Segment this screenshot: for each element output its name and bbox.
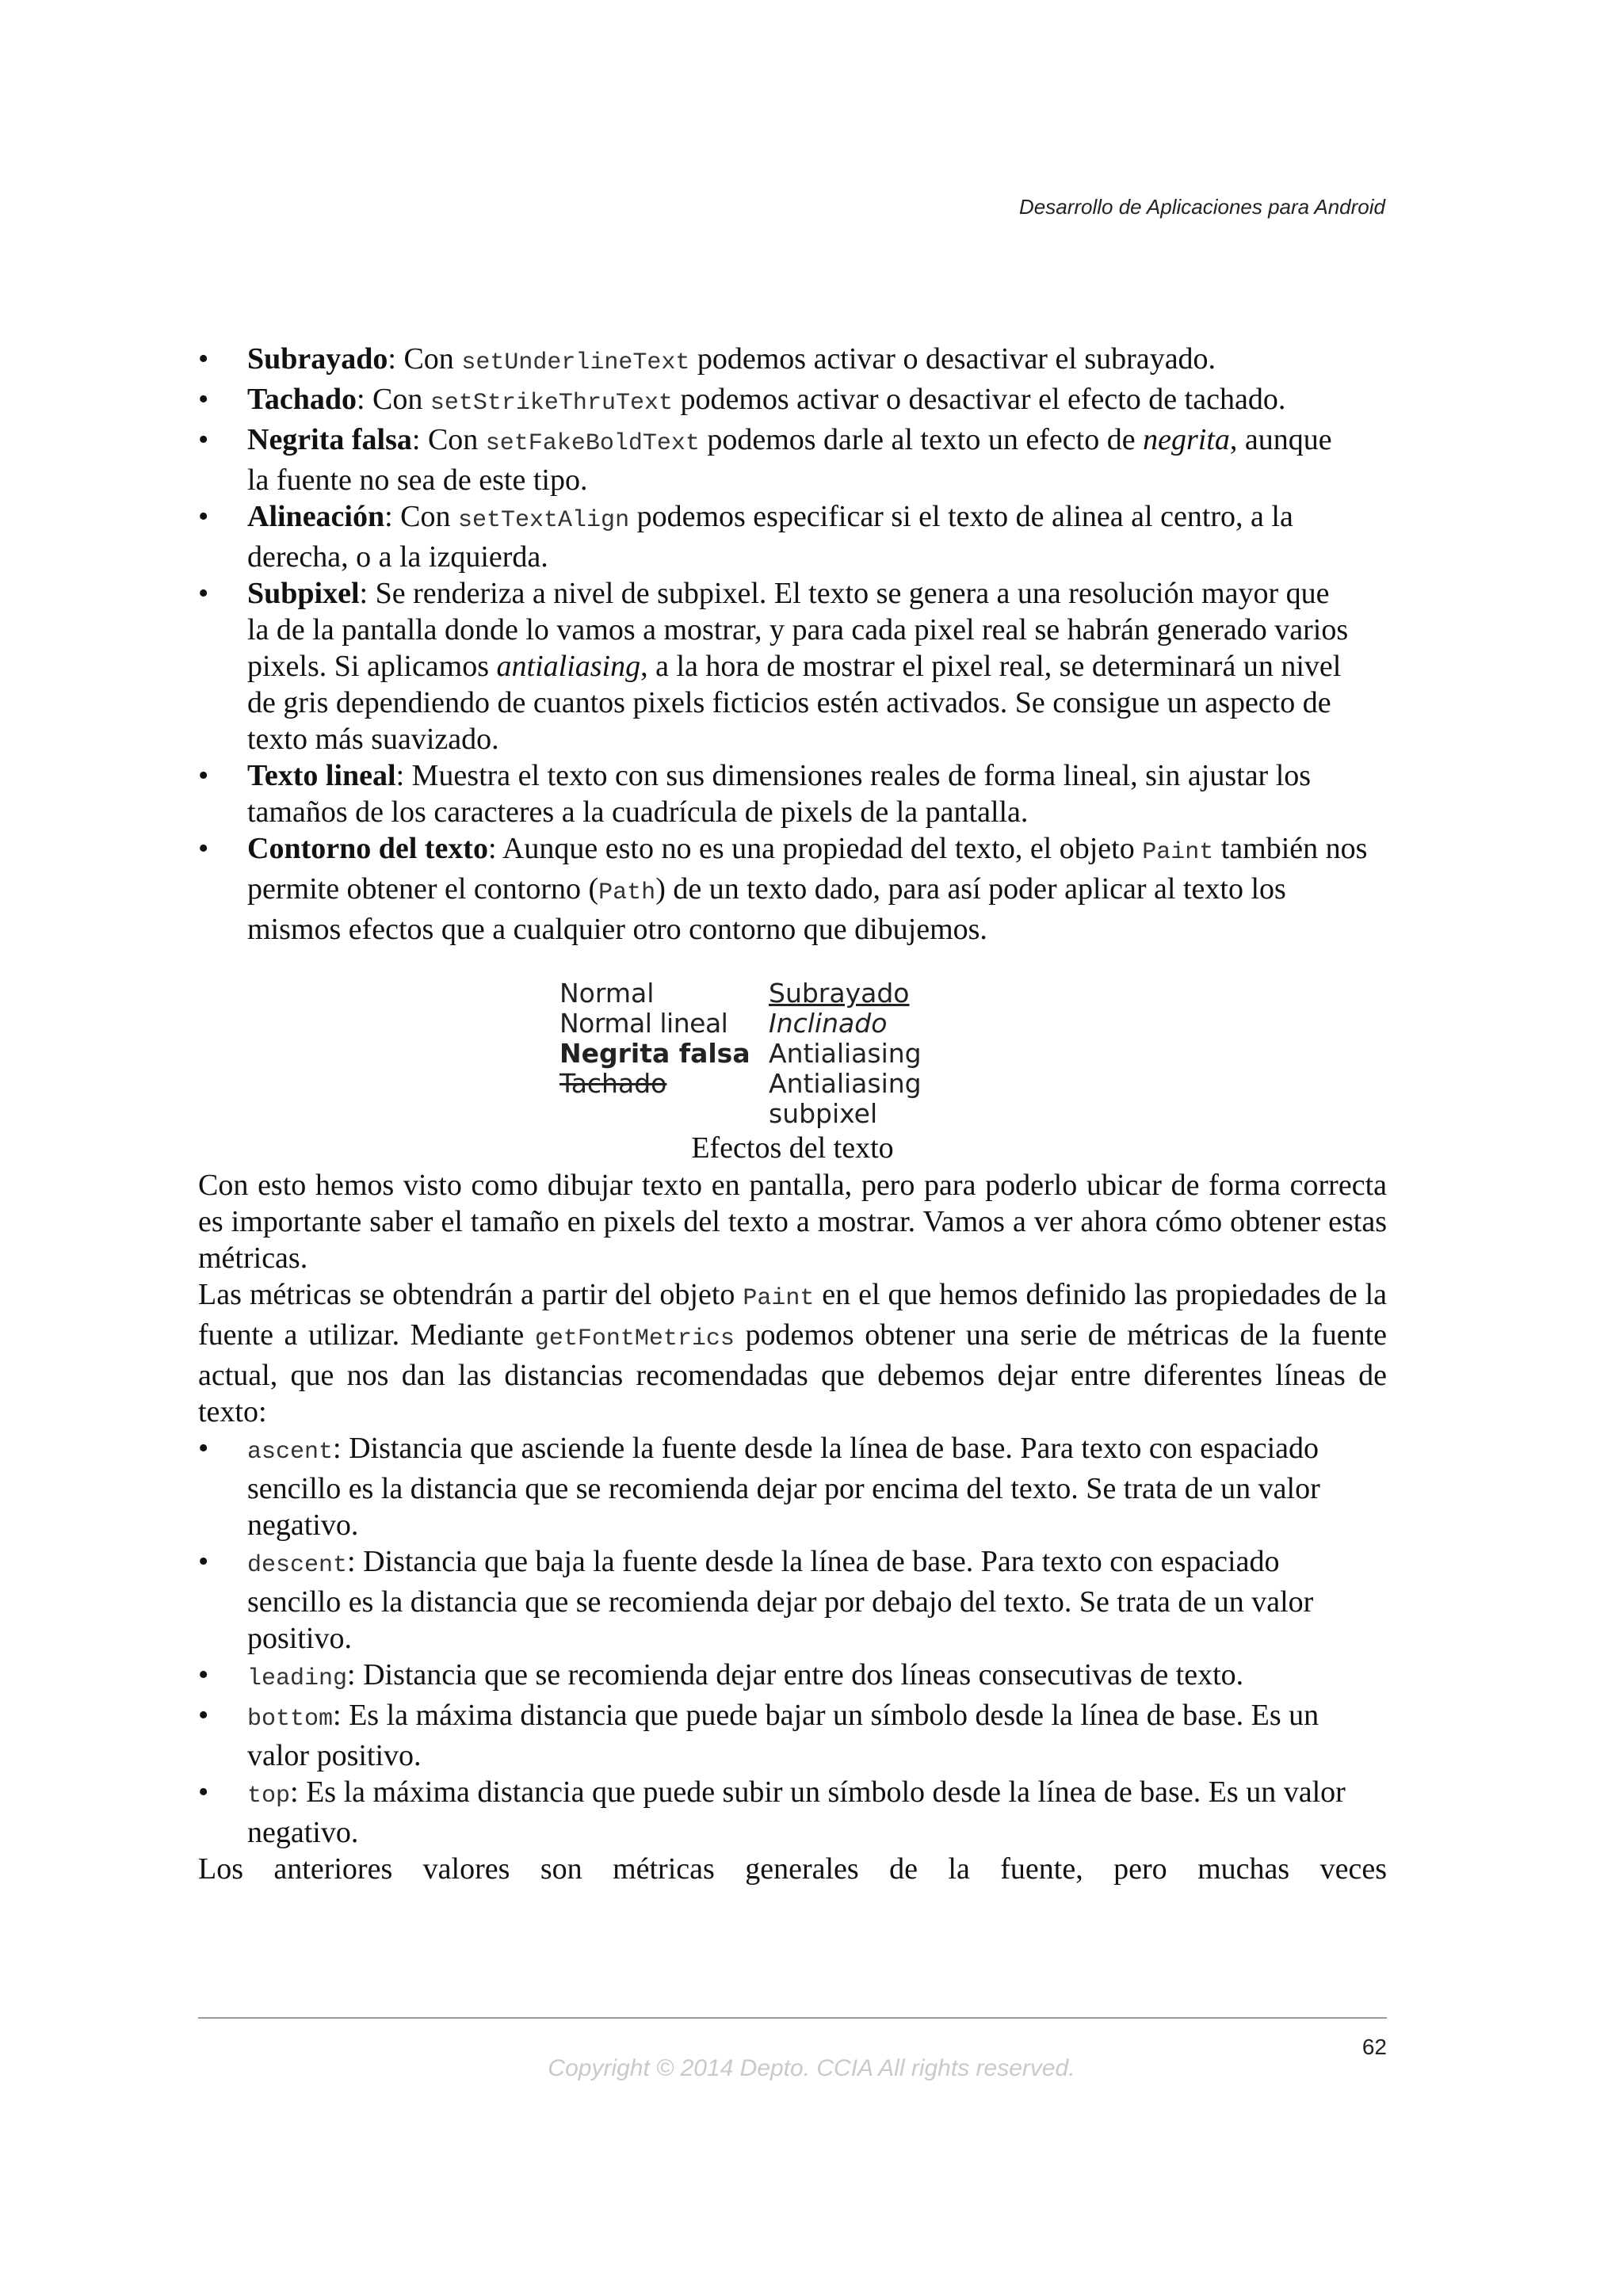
text-properties-list (198, 341, 1387, 948)
figure-text-effects (198, 974, 1387, 1167)
figure-caption: Efectos del texto (691, 1131, 894, 1165)
list-item-text: : Aunque esto no es una propiedad del texto, el objeto (487, 832, 1143, 865)
paragraph-intro-metrics: Con esto hemos visto como dibujar texto en pantalla, pero para poderlo ubicar de forma correcta es importante saber el tamaño en pixels del texto a mostrar. Vamos a ver ahora cómo obtener estas métricas. (198, 1169, 1387, 1275)
bullet-icon: • (198, 1658, 209, 1691)
list-item (198, 575, 1357, 757)
code-span: getFontMetrics (534, 1325, 735, 1352)
paragraph-text: en el que hemos definido las propiedades de la fuente a utilizar. Mediante (198, 1278, 1388, 1352)
code-span: setTextAlign (458, 507, 630, 534)
list-item-text: : Distancia que baja la fuente desde la línea de base. Para texto con espaciado sencillo es la distancia que se recomienda dejar por debajo del texto. Se trata de un valor positivo. (247, 1545, 1314, 1655)
list-item-text: : Muestra el texto con sus dimensiones reales de forma lineal, sin ajustar los tamaños de los caracteres a la cuadrícula de pixels de la pantalla. (247, 759, 1312, 829)
list-item (198, 830, 1373, 948)
list-item-term: Alineación (247, 500, 385, 533)
bullet-icon: • (198, 1775, 209, 1809)
list-item (198, 1543, 1373, 1657)
code-span: setUnderlineText (461, 349, 690, 376)
list-item-text: : Es la máxima distancia que puede bajar un símbolo desde la línea de base. Es un valor positivo. (247, 1699, 1319, 1772)
emphasis-text: antialiasing (496, 650, 641, 683)
list-item (198, 757, 1373, 830)
sample-antialiasing: Antialiasing (769, 1038, 922, 1069)
list-item (198, 1657, 1381, 1697)
bullet-icon: • (198, 577, 209, 610)
list-item-text: : Es la máxima distancia que puede subir un símbolo desde la línea de base. Es un valor negativo. (247, 1775, 1346, 1849)
code-span: Path (598, 879, 656, 906)
list-item-text: : Con (357, 383, 430, 416)
font-metrics-list (198, 1430, 1387, 1851)
code-span: bottom (247, 1706, 334, 1733)
list-item-term: Subrayado (247, 342, 388, 376)
list-item-text: podemos especificar si el texto de alinea al centro, a la derecha, o a la izquierda. (247, 500, 1293, 574)
list-item (198, 1774, 1388, 1851)
code-span: Paint (743, 1285, 815, 1312)
list-item (198, 421, 1341, 498)
sample-tachado: Tachado (559, 1068, 667, 1099)
list-item-text: podemos activar o desactivar el efecto de tachado. (672, 383, 1286, 416)
list-item-term: Texto lineal (247, 759, 396, 792)
list-item (198, 381, 1341, 421)
code-span: leading (247, 1665, 348, 1692)
footer-divider (198, 2017, 1387, 2019)
list-item (198, 1697, 1373, 1774)
bullet-icon: • (198, 1699, 209, 1732)
list-item-text: , a la hora de mostrar el pixel real, se determinará un nivel de gris dependiendo de cuantos pixels ficticios estén activados. Se consigue un aspecto de texto más suavizado. (247, 650, 1342, 756)
bullet-icon: • (198, 832, 209, 865)
list-item-term: Negrita falsa (247, 423, 412, 456)
list-item-text: ) de un texto dado, para así poder aplicar al texto los mismos efectos que a cualquier otro contorno que dibujemos. (247, 872, 1286, 946)
bullet-icon: • (198, 759, 209, 792)
code-span: ascent (247, 1439, 334, 1466)
list-item-text: : Distancia que se recomienda dejar entre dos líneas consecutivas de texto. (347, 1658, 1244, 1691)
paragraph-text: Las métricas se obtendrán a partir del objeto (198, 1278, 743, 1311)
paragraph-font-metrics (198, 1276, 1387, 1430)
bullet-icon: • (198, 342, 209, 376)
page-number: 62 (1361, 2035, 1387, 2059)
bullet-icon: • (198, 500, 209, 533)
code-span: setStrikeThruText (430, 390, 673, 417)
list-item-text: podemos darle al texto un efecto de (699, 423, 1144, 456)
sample-normal: Normal (559, 978, 655, 1009)
list-item-term: Tachado (247, 383, 357, 416)
figure-sample-panel (555, 978, 1030, 1129)
bullet-icon: • (198, 383, 209, 416)
copyright-notice: Copyright © 2014 Depto. CCIA All rights reserved. (548, 2055, 1075, 2081)
emphasis-text: negrita (1143, 423, 1230, 456)
sample-inclinado: Inclinado (769, 1008, 888, 1039)
sample-antialiasing-subpixel: Antialiasing subpixel (769, 1068, 922, 1129)
list-item-text: : Con (411, 423, 486, 456)
list-item-text: : Distancia que asciende la fuente desde la línea de base. Para texto con espaciado sencillo es la distancia que se recomienda dejar por encima del texto. Se trata de un valor negativo. (247, 1432, 1320, 1542)
code-span: top (247, 1783, 291, 1810)
list-item (198, 1430, 1357, 1543)
list-item-text: : Con (388, 342, 462, 376)
list-item-text: también nos permite obtener el contorno ( (247, 832, 1368, 906)
list-item-text: : Con (384, 500, 459, 533)
code-span: descent (247, 1552, 348, 1579)
bullet-icon: • (198, 1545, 209, 1578)
list-item-text: , aunque la fuente no sea de este tipo. (247, 423, 1332, 497)
bullet-icon: • (198, 1432, 209, 1465)
sample-negrita-falsa: Negrita falsa (559, 1038, 750, 1069)
list-item (198, 498, 1341, 575)
code-span: setFakeBoldText (485, 430, 700, 457)
paragraph-text: podemos obtener una serie de métricas de la fuente actual, que nos dan las distancias recomendadas que debemos dejar entre diferentes líneas de texto: (198, 1318, 1387, 1428)
paragraph-continuation: Los anteriores valores son métricas generales de la fuente, pero muchas veces (198, 1852, 1387, 1886)
list-item-text: : Se renderiza a nivel de subpixel. El texto se genera a una resolución mayor que la de la pantalla donde lo vamos a mostrar, y para cada pixel real se habrán generado varios pixels. Si aplicamos (247, 577, 1349, 683)
list-item (198, 341, 1341, 381)
bullet-icon: • (198, 423, 209, 456)
figure-sample-grid (559, 978, 1030, 1129)
running-header: Desarrollo de Aplicaciones para Android (1019, 195, 1385, 219)
list-item-term: Subpixel (247, 577, 360, 610)
code-span: Paint (1142, 839, 1214, 866)
list-item-text: podemos activar o desactivar el subrayado. (689, 342, 1216, 376)
sample-normal-lineal: Normal lineal (559, 1008, 728, 1039)
list-item-term: Contorno del texto (247, 832, 488, 865)
page-content (198, 341, 1387, 1887)
sample-subrayado: Subrayado (769, 978, 910, 1009)
